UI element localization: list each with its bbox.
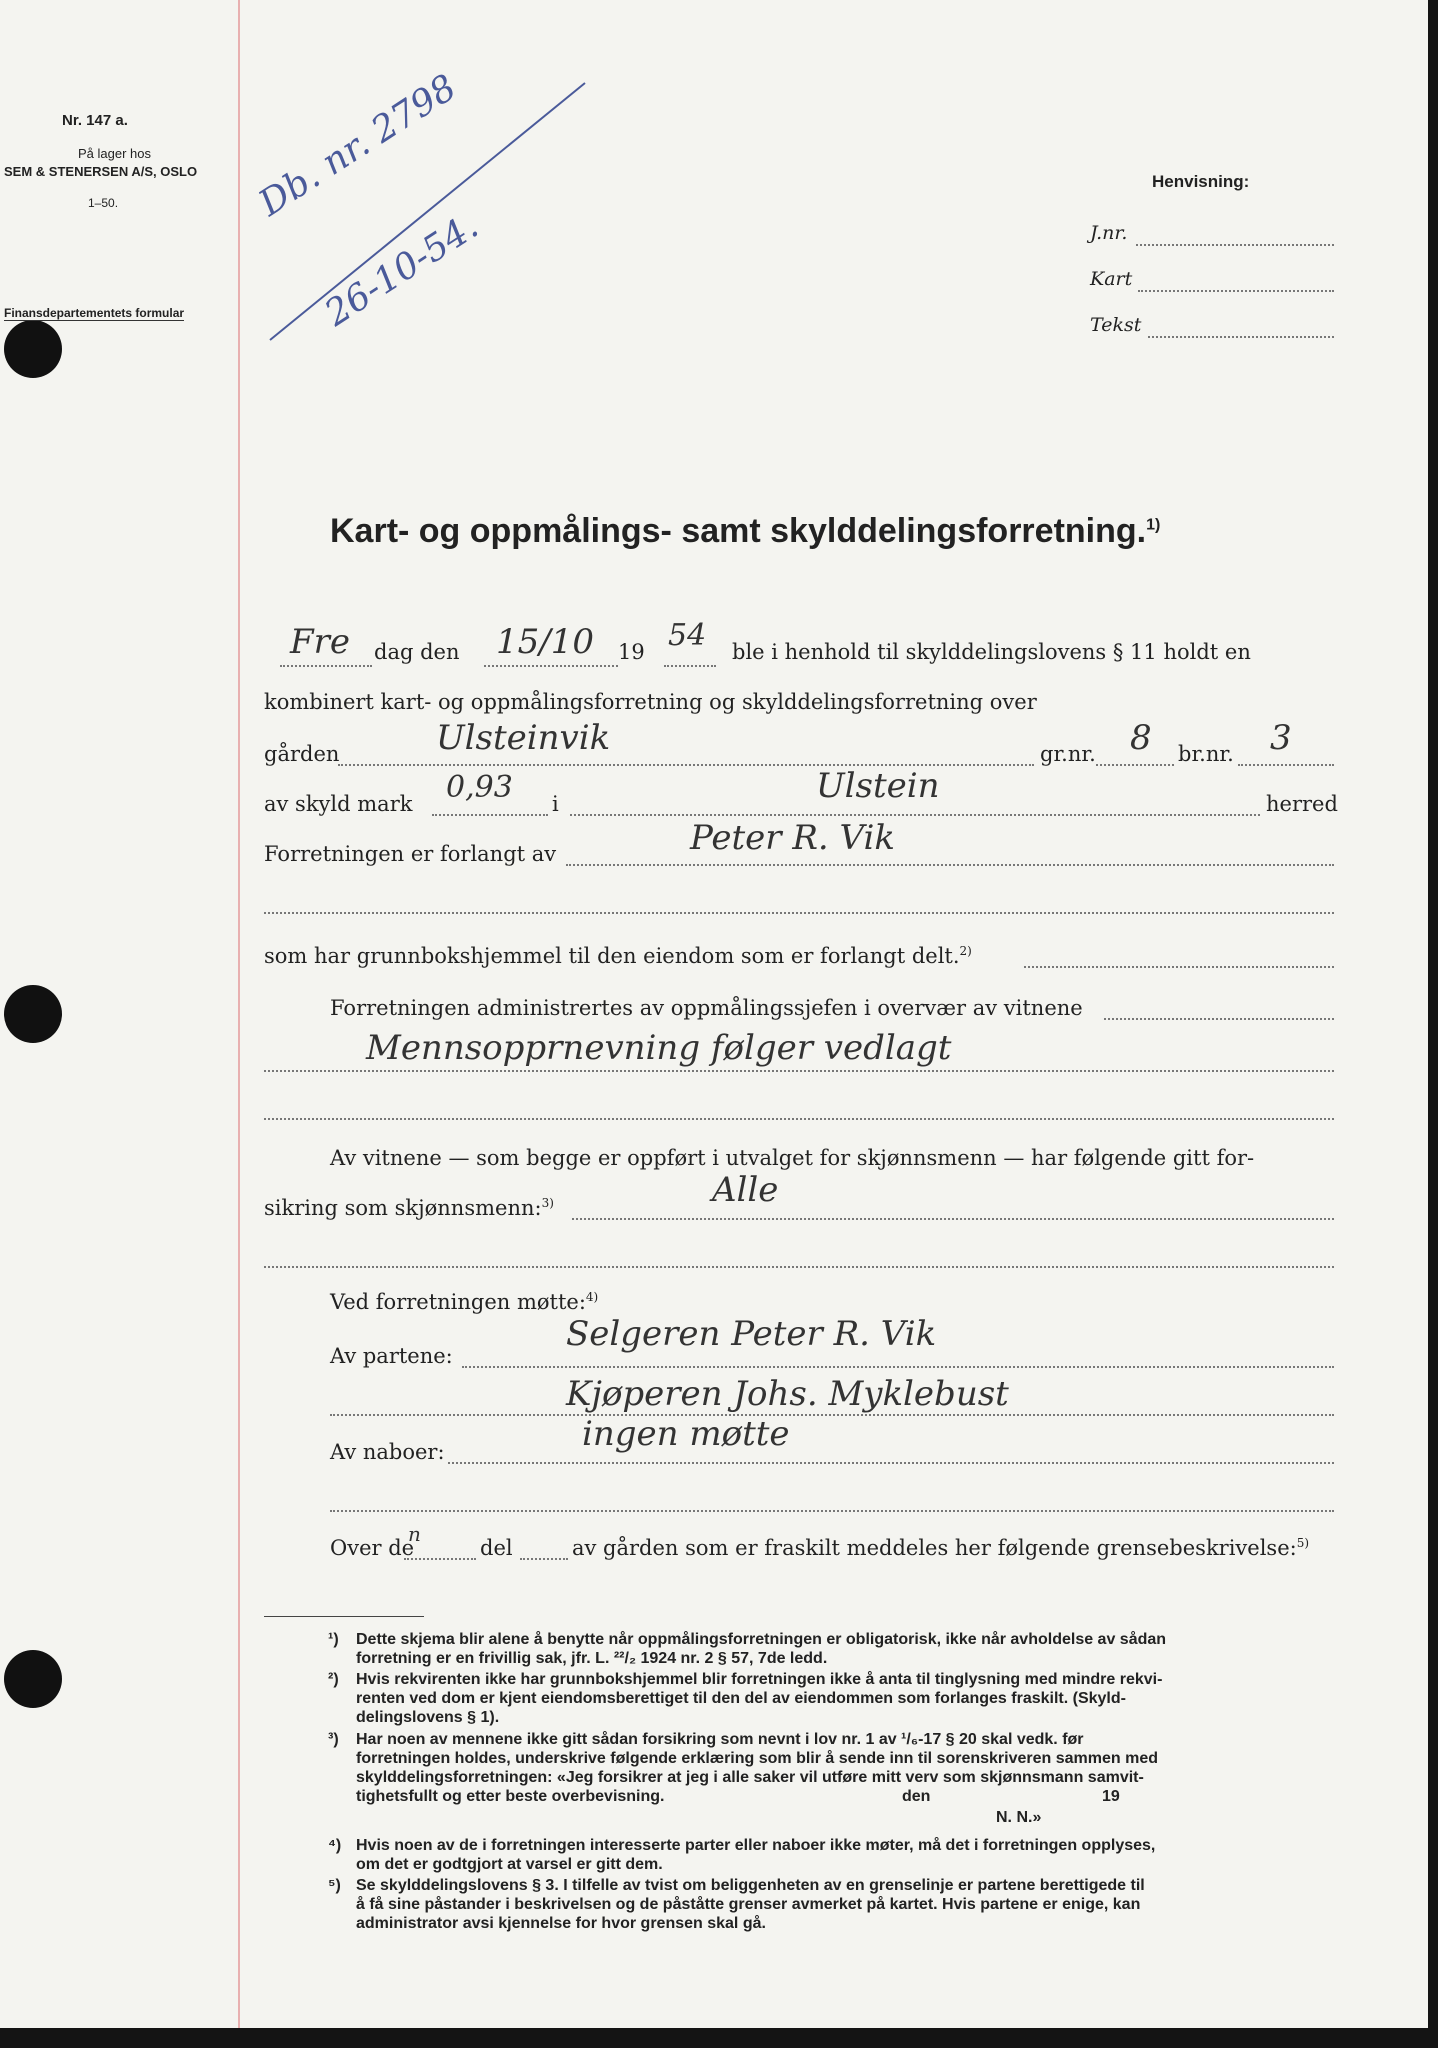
sikring-text: sikring som skjønnsmenn:$^{3)}$ [264, 1196, 554, 1220]
brnr-value: 3 [1270, 718, 1292, 758]
footnote-3-line-2: forretningen holdes, underskrive følgende erklæring som blir å sende inn til sorenskriveren sammen med [356, 1750, 1158, 1767]
del-label: del [480, 1536, 513, 1560]
footnote-1-mark: ¹) [328, 1631, 339, 1648]
punch-hole [4, 320, 62, 378]
grnr-value: 8 [1130, 718, 1152, 758]
footnote-2-line-2: renten ved dom er kjent eiendomsberettiget til den del av eiendommen som forlanges fraskilt. (Skyld- [356, 1690, 1126, 1707]
i-label: i [552, 792, 559, 816]
grunnbok-text: som har grunnbokshjemmel til den eiendom som er forlangt delt.$^{2)}$ [264, 944, 972, 968]
footnote-3-line-4: tighetsfullt og etter beste overbevisning. [356, 1788, 665, 1805]
footnote-4-line-1: Hvis noen av de i forretningen interesserte parter eller naboer ikke møter, må det i forretningen opplyses, [356, 1837, 1156, 1854]
punch-hole [4, 985, 62, 1043]
print-code: 1–50. [88, 196, 119, 210]
register-number: Db. nr. 2798 [252, 67, 464, 225]
motte-text: Ved forretningen møtte:$^{4)}$ [330, 1290, 599, 1314]
year-suffix: 54 [668, 618, 707, 653]
garden-label: gården [264, 742, 340, 766]
footnote-1-line-1: Dette skjema blir alene å benytte når oppmålingsforretningen er obligatorisk, ikke når avholdelse av sådan [356, 1631, 1167, 1648]
forlangt-label: Forretningen er forlangt av [264, 842, 557, 866]
footnote-5-line-2: å få sine påstander i beskrivelsen og de påståtte grenser avmerket på kartet. Hvis partene er enige, kan [356, 1896, 1141, 1913]
sikring-value: Alle [712, 1170, 779, 1210]
year-prefix: 19 [618, 640, 645, 664]
stock-line-2: SEM & STENERSEN A/S, OSLO [4, 164, 198, 179]
punch-hole [4, 1650, 62, 1708]
over-value: n [408, 1522, 421, 1546]
stock-line-1: På lager hos [78, 146, 151, 161]
weekday-value: Fre [290, 622, 350, 662]
farm-name: Ulsteinvik [436, 718, 611, 758]
skyld-value: 0,93 [446, 770, 513, 805]
form-origin: Finansdepartementets formular [4, 306, 185, 320]
footnote-4-line-2: om det er godtgjort at varsel er gitt dem. [356, 1856, 663, 1873]
herred-value: Ulstein [816, 766, 940, 806]
requester-name: Peter R. Vik [690, 818, 895, 858]
footnote-3-den: den [902, 1788, 931, 1805]
henhold-text: ble i henhold til skylddelingslovens § 11 holdt en [732, 640, 1251, 664]
footnote-rule [264, 1616, 424, 1617]
date-value: 15/10 [496, 622, 594, 662]
footnote-5-line-1: Se skylddelingslovens § 3. I tilfelle av tvist om beliggenheten av en grenselinje er partene berettigede til [356, 1877, 1145, 1894]
footnote-5-line-3: administrator avsi kjennelse for hvor grensen skal gå. [356, 1915, 766, 1932]
naboer-value: ingen møtte [582, 1414, 790, 1454]
naboer-label: Av naboer: [330, 1440, 445, 1464]
footnote-3-signature: N. N.» [996, 1809, 1042, 1826]
over-label: Over de [330, 1536, 415, 1560]
grnr-label: gr.nr. [1040, 742, 1096, 766]
dag-den-label: dag den [374, 640, 460, 664]
grense-text: av gården som er fraskilt meddeles her følgende grensebeskrivelse:$^{5)}$ [572, 1536, 1310, 1560]
vitnene-text: Av vitnene — som begge er oppført i utvalget for skjønnsmenn — har følgende gitt for- [330, 1146, 1255, 1170]
brnr-label: br.nr. [1178, 742, 1234, 766]
footnote-5-mark: ⁵) [328, 1877, 341, 1894]
footnote-2-line-1: Hvis rekvirenten ikke har grunnbokshjemmel blir forretningen ikke å anta til tinglysning med mindre rekvi- [356, 1671, 1163, 1688]
kart-label: Kart [1090, 268, 1133, 290]
form-number: Nr. 147 a. [62, 112, 128, 129]
jnr-label: J.nr. [1090, 222, 1128, 244]
footnote-4-mark: ⁴) [328, 1837, 342, 1854]
footnote-2-line-3: delingslovens § 1). [356, 1709, 500, 1726]
footnote-3-line-1: Har noen av mennene ikke gitt sådan forsikring som nevnt i lov nr. 1 av ¹/₆-17 § 20 skal vedk. før [356, 1731, 1084, 1748]
henvisning-label: Henvisning: [1152, 172, 1250, 191]
partene-label: Av partene: [330, 1344, 453, 1368]
skyld-label: av skyld mark [264, 792, 413, 816]
kombinert-text: kombinert kart- og oppmålingsforretning og skylddelingsforretning over [264, 690, 1037, 714]
footnote-1-line-2: forretning er en frivillig sak, jfr. L. ²²/₂ 1924 nr. 2 § 57, 7de ledd. [356, 1650, 828, 1667]
footnote-2-mark: ²) [328, 1671, 339, 1688]
herred-label: herred [1266, 792, 1338, 816]
document-title: Kart- og oppmålings- samt skylddelingsforretning.$^{1)}$ [330, 512, 1161, 550]
witness-value: Mennsopprnevning følger vedlagt [366, 1028, 952, 1068]
footnote-3-mark: ³) [328, 1731, 339, 1748]
footnote-3-year: 19 [1102, 1788, 1120, 1805]
seller-value: Selgeren Peter R. Vik [566, 1314, 937, 1354]
footnote-3-line-3: skylddelingsforretningen: «Jeg forsikrer at jeg i alle saker vil utføre mitt verv som skjønnsmann samvit- [356, 1769, 1144, 1786]
register-date: 26-10-54. [318, 205, 486, 335]
tekst-label: Tekst [1090, 314, 1142, 336]
administrert-text: Forretningen administrertes av oppmålingssjefen i overvær av vitnene [330, 996, 1083, 1020]
buyer-value: Kjøperen Johs. Myklebust [566, 1374, 1009, 1414]
